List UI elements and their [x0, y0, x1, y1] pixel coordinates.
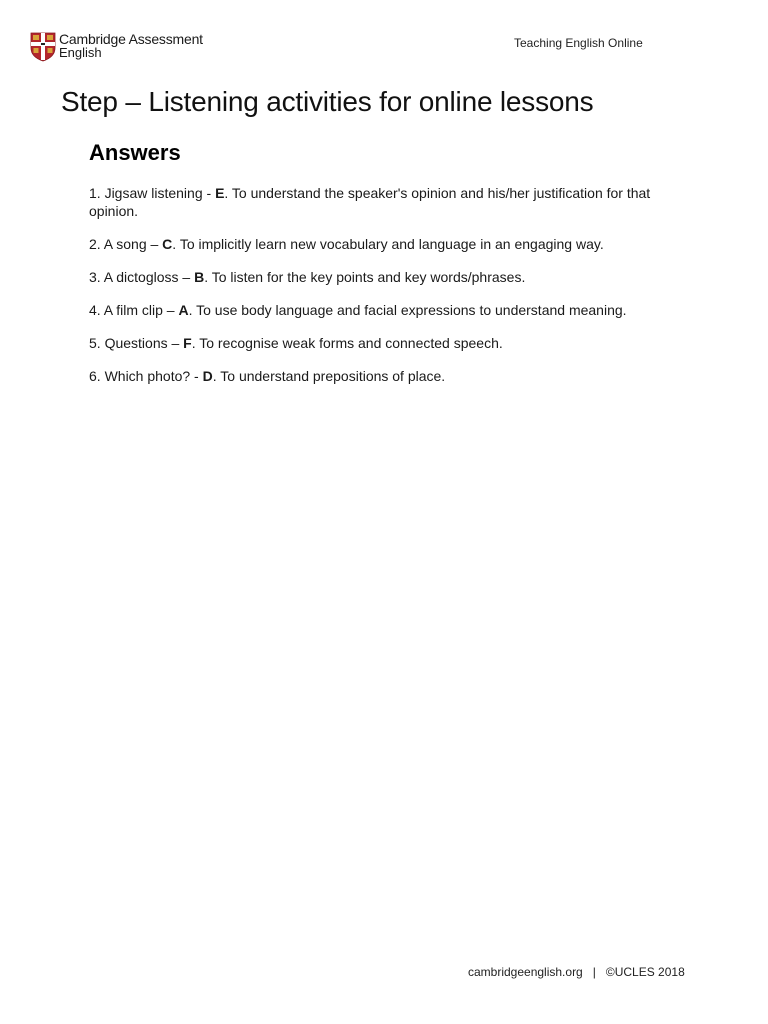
logo-text	[59, 32, 203, 60]
answer-item	[89, 184, 669, 220]
answer-item	[89, 268, 669, 286]
page-header	[30, 30, 738, 70]
answer-text: . To use body language and facial expressions to understand meaning.	[188, 302, 627, 318]
header-section-label: Teaching English Online	[514, 36, 643, 50]
answer-prefix: 6. Which photo? -	[89, 368, 203, 384]
footer-separator: |	[592, 965, 596, 979]
answer-prefix: 3. A dictogloss –	[89, 269, 195, 285]
answer-item	[89, 301, 669, 319]
answer-letter: D	[202, 368, 213, 384]
cambridge-logo	[30, 32, 203, 62]
answer-text: . To implicitly learn new vocabulary and language in an engaging way.	[172, 236, 604, 252]
answer-text: . To listen for the key points and key words/phrases.	[204, 269, 526, 285]
answer-item	[89, 367, 669, 385]
page-title: Step – Listening activities for online lessons	[61, 86, 594, 117]
page-footer	[468, 965, 685, 979]
answer-letter: A	[178, 302, 189, 318]
answer-item	[89, 334, 669, 352]
answer-prefix: 2. A song –	[89, 236, 163, 252]
answer-item	[89, 235, 669, 253]
answer-text: . To understand the speaker's opinion and his/her justification for that opinion.	[89, 185, 651, 219]
answer-text: . To understand prepositions of place.	[212, 368, 446, 384]
answer-letter: C	[162, 236, 173, 252]
logo-subname: English	[59, 45, 102, 60]
footer-site-link[interactable]: cambridgeenglish.org	[468, 965, 583, 979]
answer-text: . To recognise weak forms and connected speech.	[191, 335, 503, 351]
cambridge-shield-icon	[30, 32, 56, 62]
section-heading: Answers	[89, 140, 181, 165]
answer-letter: F	[183, 335, 192, 351]
answer-list	[89, 184, 669, 400]
footer-copyright: ©UCLES 2018	[605, 965, 685, 979]
logo-name: Cambridge Assessment	[59, 31, 203, 47]
answer-prefix: 1. Jigsaw listening -	[89, 185, 216, 201]
answer-letter: E	[215, 185, 225, 201]
answer-letter: B	[194, 269, 205, 285]
answer-prefix: 5. Questions –	[89, 335, 184, 351]
answer-prefix: 4. A film clip –	[89, 302, 179, 318]
